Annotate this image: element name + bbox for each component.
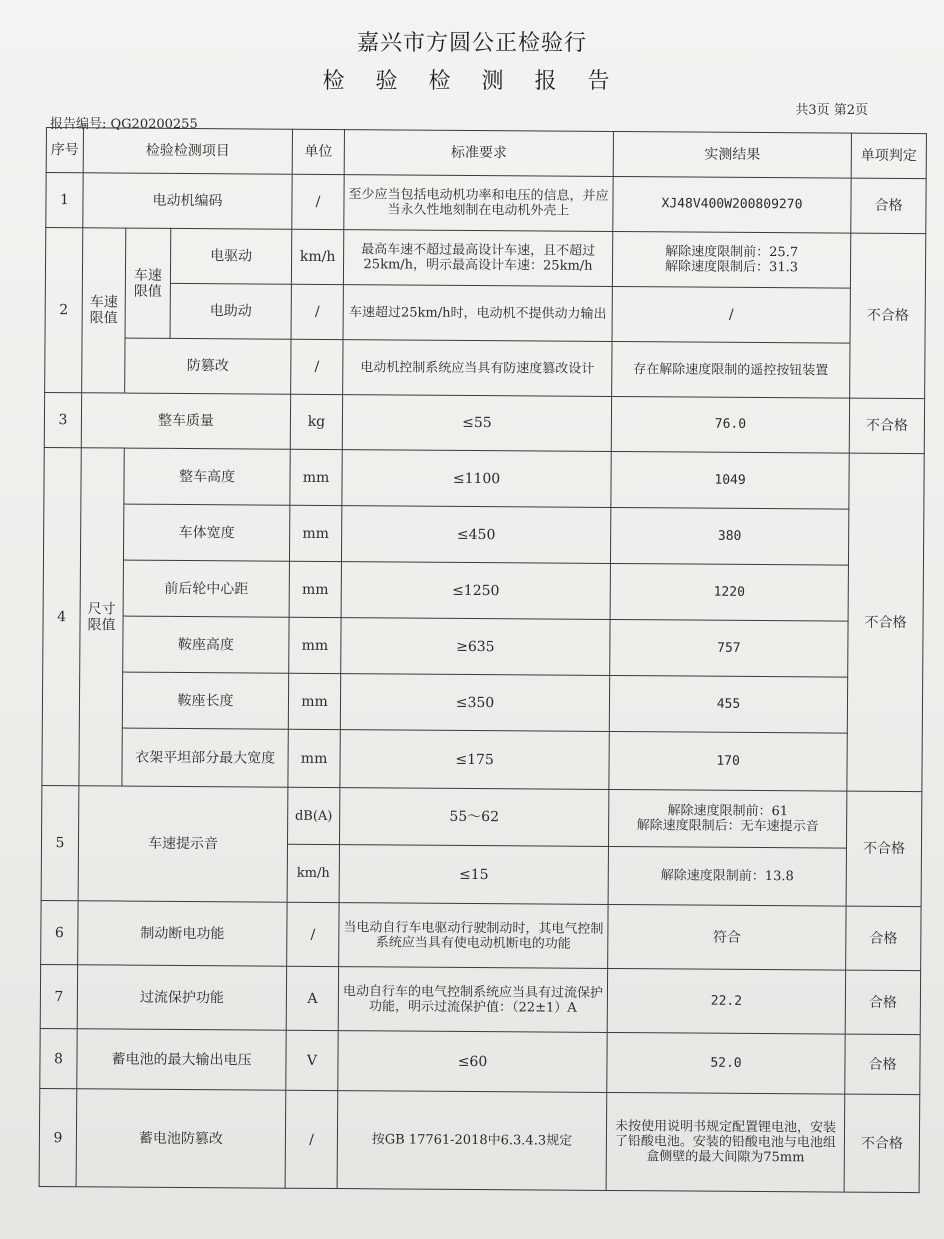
requirement: ≤1100 xyxy=(342,450,611,508)
result: 1220 xyxy=(610,563,848,621)
column-header: 检验检测项目 xyxy=(83,128,292,174)
verdict: 合格 xyxy=(846,906,921,971)
requirement: ≤175 xyxy=(340,730,609,790)
result: 170 xyxy=(609,731,847,791)
result: 76.0 xyxy=(611,396,849,453)
unit: / xyxy=(291,339,343,394)
item-name: 鞍座高度 xyxy=(123,616,289,673)
row-number: 9 xyxy=(39,1088,77,1186)
verdict: 合格 xyxy=(845,970,920,1035)
table-row xyxy=(45,337,925,398)
row-number: 5 xyxy=(41,785,79,900)
unit: km/h xyxy=(291,229,343,284)
requirement: ≥635 xyxy=(341,618,610,676)
unit: V xyxy=(286,1030,338,1090)
requirement: 最高车速不超过最高设计车速，且不超过25km/h，明示最高设计车速：25km/h xyxy=(343,230,612,287)
result: 解除速度限制前：61 解除速度限制后：无车速提示音 xyxy=(609,789,847,848)
verdict: 不合格 xyxy=(846,791,922,907)
unit: mm xyxy=(289,505,341,561)
unit: kg xyxy=(290,394,342,449)
result: 757 xyxy=(610,619,848,677)
unit: / xyxy=(285,1090,338,1188)
column-header: 标准要求 xyxy=(344,130,613,177)
item-name: 整车质量 xyxy=(81,393,290,449)
requirement: 车速超过25km/h时，电动机不提供动力输出 xyxy=(343,285,612,342)
item-name: 蓄电池防篡改 xyxy=(76,1089,286,1188)
result: 存在解除速度限制的遥控按钮装置 xyxy=(612,341,850,398)
report-number: 报告编号: QG20200255 xyxy=(50,117,198,132)
verdict: 不合格 xyxy=(849,398,924,454)
table-row xyxy=(45,228,925,289)
row-number: 6 xyxy=(41,900,78,964)
group-label: 尺寸限值 xyxy=(79,448,124,786)
table-row xyxy=(43,615,923,677)
item-name: 前后轮中心距 xyxy=(123,560,289,617)
unit: / xyxy=(292,174,344,229)
table-row xyxy=(42,671,922,733)
requirement: 当电动自行车电驱动行驶制动时，其电气控制系统应当具有使电动机断电的功能 xyxy=(339,903,608,969)
item-name: 衣架平坦部分最大宽度 xyxy=(122,728,288,787)
requirement: 55～62 xyxy=(340,788,609,847)
unit: A xyxy=(286,966,338,1030)
unit: dB(A) xyxy=(288,787,340,844)
requirement: ≤15 xyxy=(339,845,608,905)
result: 380 xyxy=(610,507,848,565)
row-number: 4 xyxy=(42,447,81,785)
result: 解除速度限制前：13.8 xyxy=(608,846,846,906)
result: 解除速度限制前：25.7 解除速度限制后：31.3 xyxy=(612,231,850,288)
item-name: 制动断电功能 xyxy=(78,901,287,966)
table-row xyxy=(46,173,926,234)
row-number: 7 xyxy=(40,964,77,1028)
table-row xyxy=(40,1028,920,1094)
requirement: ≤55 xyxy=(342,395,611,452)
verdict: 不合格 xyxy=(850,233,926,399)
table-row xyxy=(43,503,923,565)
unit: mm xyxy=(288,673,340,729)
table-row xyxy=(44,447,924,509)
result: 455 xyxy=(609,675,847,733)
item-name: 整车高度 xyxy=(124,448,290,505)
organization-name: 嘉兴市方圆公正检验行 xyxy=(356,31,587,56)
row-number: 3 xyxy=(44,392,81,447)
unit: mm xyxy=(290,449,342,505)
verdict: 不合格 xyxy=(847,453,924,792)
table-row xyxy=(44,392,924,453)
report-title: 检 验 检 测 报 告 xyxy=(322,69,622,94)
verdict: 合格 xyxy=(845,1034,920,1095)
item-name: 过流保护功能 xyxy=(77,965,286,1030)
item-name: 蓄电池的最大输出电压 xyxy=(77,1029,286,1090)
result: 1049 xyxy=(611,451,849,509)
item-name: 电动机编码 xyxy=(83,173,292,229)
item-name: 防篡改 xyxy=(125,338,291,394)
column-header: 单位 xyxy=(292,129,344,174)
column-header: 单项判定 xyxy=(851,133,926,179)
item-name: 车体宽度 xyxy=(123,504,289,561)
unit: / xyxy=(291,284,343,339)
requirement: 按GB 17761-2018中6.3.4.3规定 xyxy=(337,1091,607,1191)
row-number: 2 xyxy=(45,228,83,393)
column-header: 序号 xyxy=(46,128,83,173)
unit: mm xyxy=(289,617,341,673)
subgroup-label: 车速限值 xyxy=(125,228,171,338)
table-row xyxy=(39,1088,920,1192)
requirement: ≤450 xyxy=(341,506,610,564)
table-row xyxy=(43,559,923,621)
table-row xyxy=(40,964,920,1034)
result: 52.0 xyxy=(607,1032,845,1094)
row-number: 1 xyxy=(46,173,83,228)
unit: mm xyxy=(289,561,341,617)
unit: km/h xyxy=(287,844,339,902)
page-info: 共3页 第2页 xyxy=(795,103,868,118)
inspection-table xyxy=(39,127,927,1193)
requirement: 电动机控制系统应当具有防速度篡改设计 xyxy=(343,340,612,397)
requirement: ≤350 xyxy=(340,674,609,732)
unit: / xyxy=(287,902,339,966)
item-name: 鞍座长度 xyxy=(122,672,288,729)
requirement: 电动自行车的电气控制系统应当具有过流保护功能，明示过流保护值：（22±1）A xyxy=(338,967,607,1033)
table-header-row xyxy=(46,128,926,179)
group-label: 车速限值 xyxy=(82,228,126,393)
verdict: 合格 xyxy=(851,178,926,234)
result: 符合 xyxy=(608,904,846,970)
result: XJ48V400W200809270 xyxy=(613,176,851,233)
table-row xyxy=(42,727,922,791)
column-header: 实测结果 xyxy=(613,131,851,178)
table-row xyxy=(41,900,921,970)
result: 22.2 xyxy=(607,968,845,1034)
requirement: 至少应当包括电动机功率和电压的信息，并应当永久性地刻制在电动机外壳上 xyxy=(344,175,613,232)
table-row xyxy=(45,282,925,343)
item-name: 电助动 xyxy=(170,283,291,339)
result: / xyxy=(612,286,850,343)
requirement: ≤60 xyxy=(338,1031,607,1093)
result: 未按使用说明书规定配置锂电池，安装了铅酸电池。安装的铅酸电池与电池组盒侧壁的最大间隙为75mm xyxy=(606,1092,845,1192)
unit: mm xyxy=(288,729,340,787)
item-name: 电驱动 xyxy=(170,228,291,284)
table-row xyxy=(42,785,922,848)
row-number: 8 xyxy=(40,1028,77,1088)
item-name: 车速提示音 xyxy=(78,786,288,902)
requirement: ≤1250 xyxy=(341,562,610,620)
verdict: 不合格 xyxy=(844,1094,920,1193)
